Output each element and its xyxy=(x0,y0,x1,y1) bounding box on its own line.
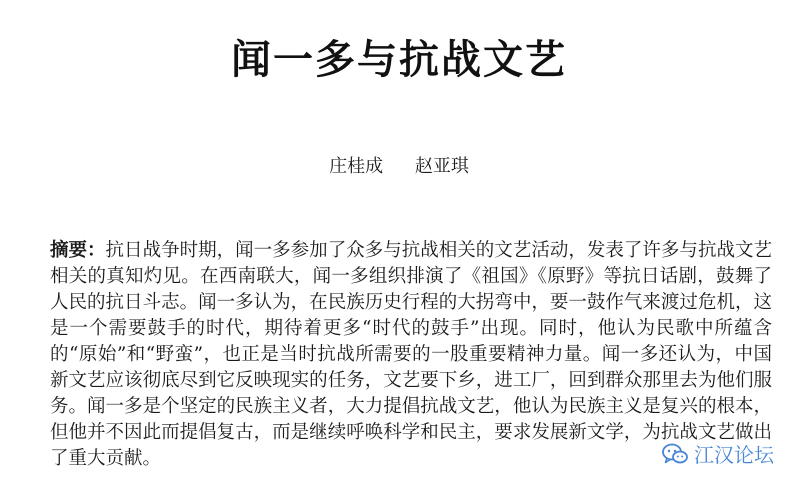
watermark-text: 江汉论坛 xyxy=(694,443,774,467)
watermark xyxy=(662,439,774,468)
author-list xyxy=(0,152,798,178)
wechat-icon xyxy=(662,443,688,465)
article-title: 闻一多与抗战文艺 xyxy=(231,37,567,83)
author-name: 庄桂成 xyxy=(329,156,384,177)
abstract-paragraph xyxy=(42,238,772,472)
abstract-text: 抗日战争时期，闻一多参加了众多与抗战相关的文艺活动，发表了许多与抗战文艺相关的真知灼见。在西南联大，闻一多组织排演了《祖国》《原野》等抗日话剧，鼓舞了人民的抗日斗志。闻一多认为，在民族历史行程的大拐弯中，要一鼓作气来渡过危机，这是一个需要鼓手的时代，期待着更多“时代的鼓手”出现。同时，他认为民歌中所蕴含的“原始”和“野蛮”，也正是当时抗战所需要的一股重要精神力量。闻一多还认为，中国新文艺应该彻底尽到它反映现实的任务，文艺要下乡，进工厂，回到群众那里去为他们服务。闻一多是个坚定的民族主义者，大力提倡抗战文艺，他认为民族主义是复兴的根本，但他并不因此而提倡复古，而是继续呼唤科学和民主，要求发展新文学，为抗战文艺做出了重大贡献。 xyxy=(50,240,772,469)
abstract-label: 摘要： xyxy=(50,240,106,261)
author-name: 赵亚琪 xyxy=(414,156,469,177)
